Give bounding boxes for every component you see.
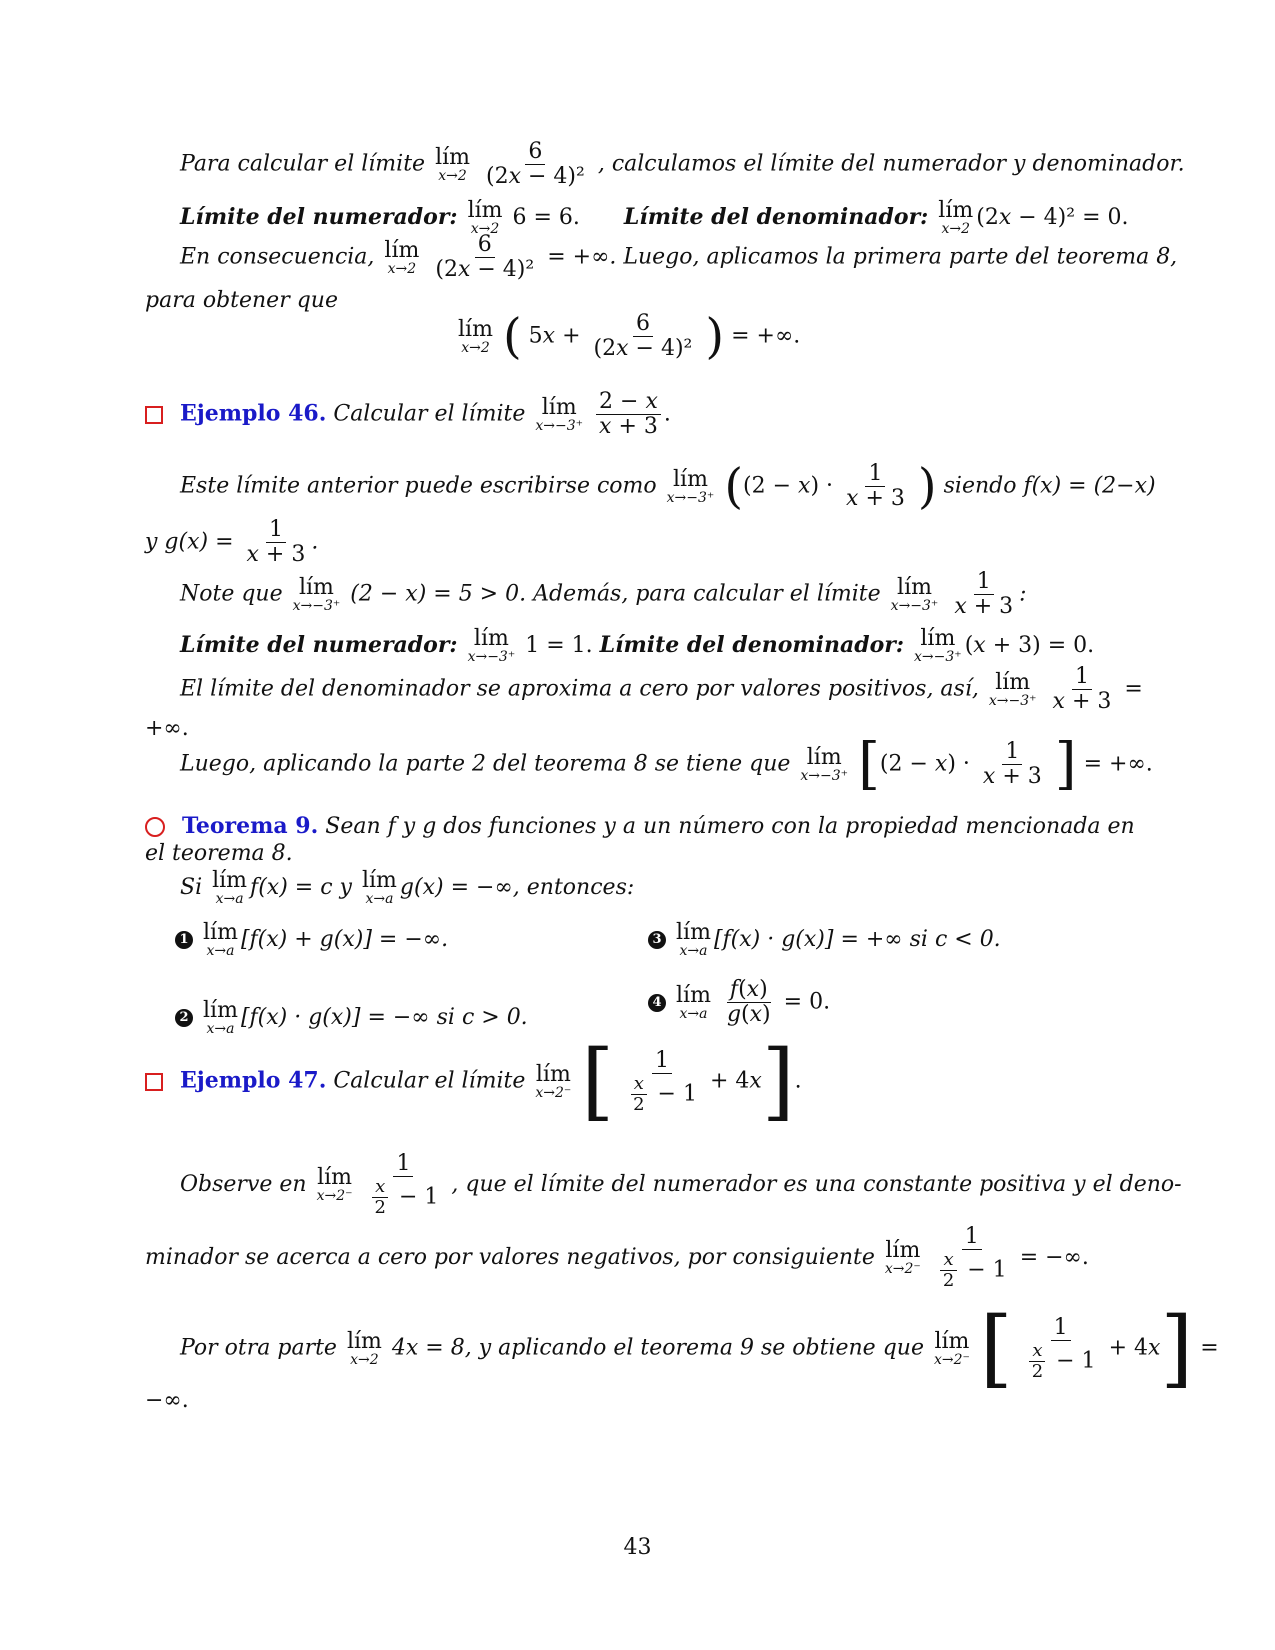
- display-equation-1: lím x→2 ( 5x + $\frac{6}{\text{(2x − 4)²}}$ ) = +∞.: [458, 308, 801, 365]
- ex46-para-1: Este límite anterior puede escribirse como lím x→−3⁺ ((2 − x) · $\frac{1}{x + 3}$ ) siendo f(x) = (2−x): [180, 458, 1156, 515]
- example-47-heading: Ejemplo 47. Calcular el límite lím x→2⁻ [ 1 $\frac{x}{2}$ − 1 + 4x].: [145, 1048, 802, 1115]
- ex46-para-6: Luego, aplicando la parte 2 del teorema 8 se tiene que lím x→−3⁺ [(2 − x) · $\frac{1}{x + 3}$ ] = +∞.: [180, 731, 1153, 797]
- theorem-9-condition: Si lím x→a f(x) = c y lím x→a g(x) = −∞, entonces:: [180, 868, 635, 907]
- square-bullet-icon: [145, 1073, 163, 1091]
- example-46-heading: Ejemplo 46. Calcular el límite lím x→−3⁺ $\frac{2 - x}{x + 3}$ .: [145, 390, 671, 439]
- number-4-icon: 4: [648, 994, 666, 1012]
- theorem-9-cond: Si: [180, 875, 203, 900]
- para-1: [180, 140, 1185, 189]
- numerator-label: Límite del numerador:: [180, 204, 458, 230]
- ex47-p3: Por otra parte: [180, 1335, 337, 1361]
- limits-line-1: Límite del numerador: lím x→2 6 = 6. Límite del denominador: lím x→2 (2x − 4)² = 0.: [180, 198, 1129, 237]
- para2-cont: para obtener que: [145, 288, 338, 313]
- ex47-para-1: Observe en lím x→2⁻ 1 $\frac{x}{2}$ − 1 , que el límite del numerador es una constante positiva y el deno-: [180, 1151, 1182, 1218]
- ex46-p6: Luego, aplicando la parte 2 del teorema 8 se tiene que: [180, 751, 791, 777]
- ex46-p3b: (2 − x) = 5 > 0. Además, para calcular el límite: [350, 581, 881, 607]
- theorem-9-text2: el teorema 8.: [145, 841, 293, 866]
- number-2-icon: 2: [175, 1009, 193, 1027]
- ex46-p3: Note que: [180, 581, 283, 607]
- page-number: 43: [623, 1535, 652, 1560]
- example-46-text: Calcular el límite: [333, 401, 526, 427]
- ex46-p1b: siendo f(x) = (2−x): [943, 473, 1156, 499]
- ex46-p4b: 1 = 1.: [525, 633, 593, 658]
- ex47-p1b: , que el límite del numerador es una constante positiva y el deno-: [451, 1171, 1182, 1197]
- ex46-limits-line: Límite del numerador: lím x→−3⁺ 1 = 1. Límite del denominador: lím x→−3⁺ (x + 3) = 0.: [180, 626, 1095, 665]
- ex47-p3b: 4x = 8, y aplicando el teorema 9 se obtiene que: [391, 1335, 924, 1361]
- theorem-item-2: 2 lím x→a [f(x) · g(x)] = −∞ si c > 0.: [175, 1000, 528, 1036]
- ex47-para-3: Por otra parte lím x→2 4x = 8, y aplicando el teorema 9 se obtiene que lím x→2⁻ [ 1 $\frac{x}{2}$ − 1 + 4x] =: [180, 1299, 1219, 1397]
- ex47-para-2: minador se acerca a cero por valores negativos, por consiguiente lím x→2⁻ 1 $\frac{x}{2}$ − 1 = −∞.: [145, 1224, 1089, 1291]
- ex46-para-3: Note que lím x→−3⁺ (2 − x) = 5 > 0. Además, para calcular el límite lím x→−3⁺ $\frac{1}{x + 3}$ :: [180, 569, 1027, 620]
- fraction: $\frac{6}{\text{(2x − 4)²}}$: [486, 139, 585, 190]
- theorem-9-heading: [145, 815, 1135, 838]
- number-1-icon: 1: [175, 931, 193, 949]
- square-bullet-icon: [145, 406, 163, 424]
- number-3-icon: 3: [648, 931, 666, 949]
- ex46-p1: Este límite anterior puede escribirse como: [180, 473, 657, 499]
- theorem-item-1: 1 lím x→a [f(x) + g(x)] = −∞.: [175, 922, 448, 958]
- example-46-title: Ejemplo 46.: [180, 400, 327, 427]
- example-47-title: Ejemplo 47.: [180, 1067, 327, 1094]
- theorem-item-3: 3 lím x→a [f(x) · g(x)] = +∞ si c < 0.: [648, 922, 1001, 958]
- ex46-p5b: +∞.: [145, 716, 189, 741]
- para-2: En consecuencia, lím x→2 $\frac{6}{\text{(2x − 4)²}}$ = +∞. Luego, aplicamos la primera parte del teorema 8,: [180, 232, 1178, 283]
- ex46-para-5: El límite del denominador se aproxima a cero por valores positivos, así, lím x→−3⁺ $\frac{1}{x + 3}$ =: [180, 664, 1143, 715]
- circle-bullet-icon: [145, 817, 165, 837]
- theorem-9-title: Teorema 9.: [182, 813, 319, 839]
- para2-start: En consecuencia,: [180, 244, 375, 270]
- theorem-9-text: Sean f y g dos funciones y a un número con la propiedad mencionada en: [325, 814, 1135, 839]
- ex47-p2: minador se acerca a cero por valores negativos, por consiguiente: [145, 1244, 875, 1270]
- para1-intro: Para calcular el límite: [180, 151, 426, 177]
- limit-expression: lím x→2: [435, 144, 470, 184]
- ex46-para-2: y g(x) = $\frac{1}{x + 3}$ .: [145, 517, 319, 568]
- ex47-p1: Observe en: [180, 1171, 307, 1197]
- para2-rest: = +∞. Luego, aplicamos la primera parte del teorema 8,: [547, 244, 1178, 270]
- ex46-p2: y g(x) =: [145, 529, 234, 555]
- ex46-p5: El límite del denominador se aproxima a cero por valores positivos, así,: [180, 676, 979, 702]
- denominator-label: Límite del denominador:: [623, 204, 929, 230]
- para1-rest: , calculamos el límite del numerador y denominador.: [597, 151, 1185, 177]
- example-47-text: Calcular el límite: [333, 1068, 526, 1094]
- theorem-item-4: 4 lím x→a $\frac{f(x)}{g(x)}$ = 0.: [648, 978, 830, 1027]
- ex47-p4: −∞.: [145, 1388, 189, 1413]
